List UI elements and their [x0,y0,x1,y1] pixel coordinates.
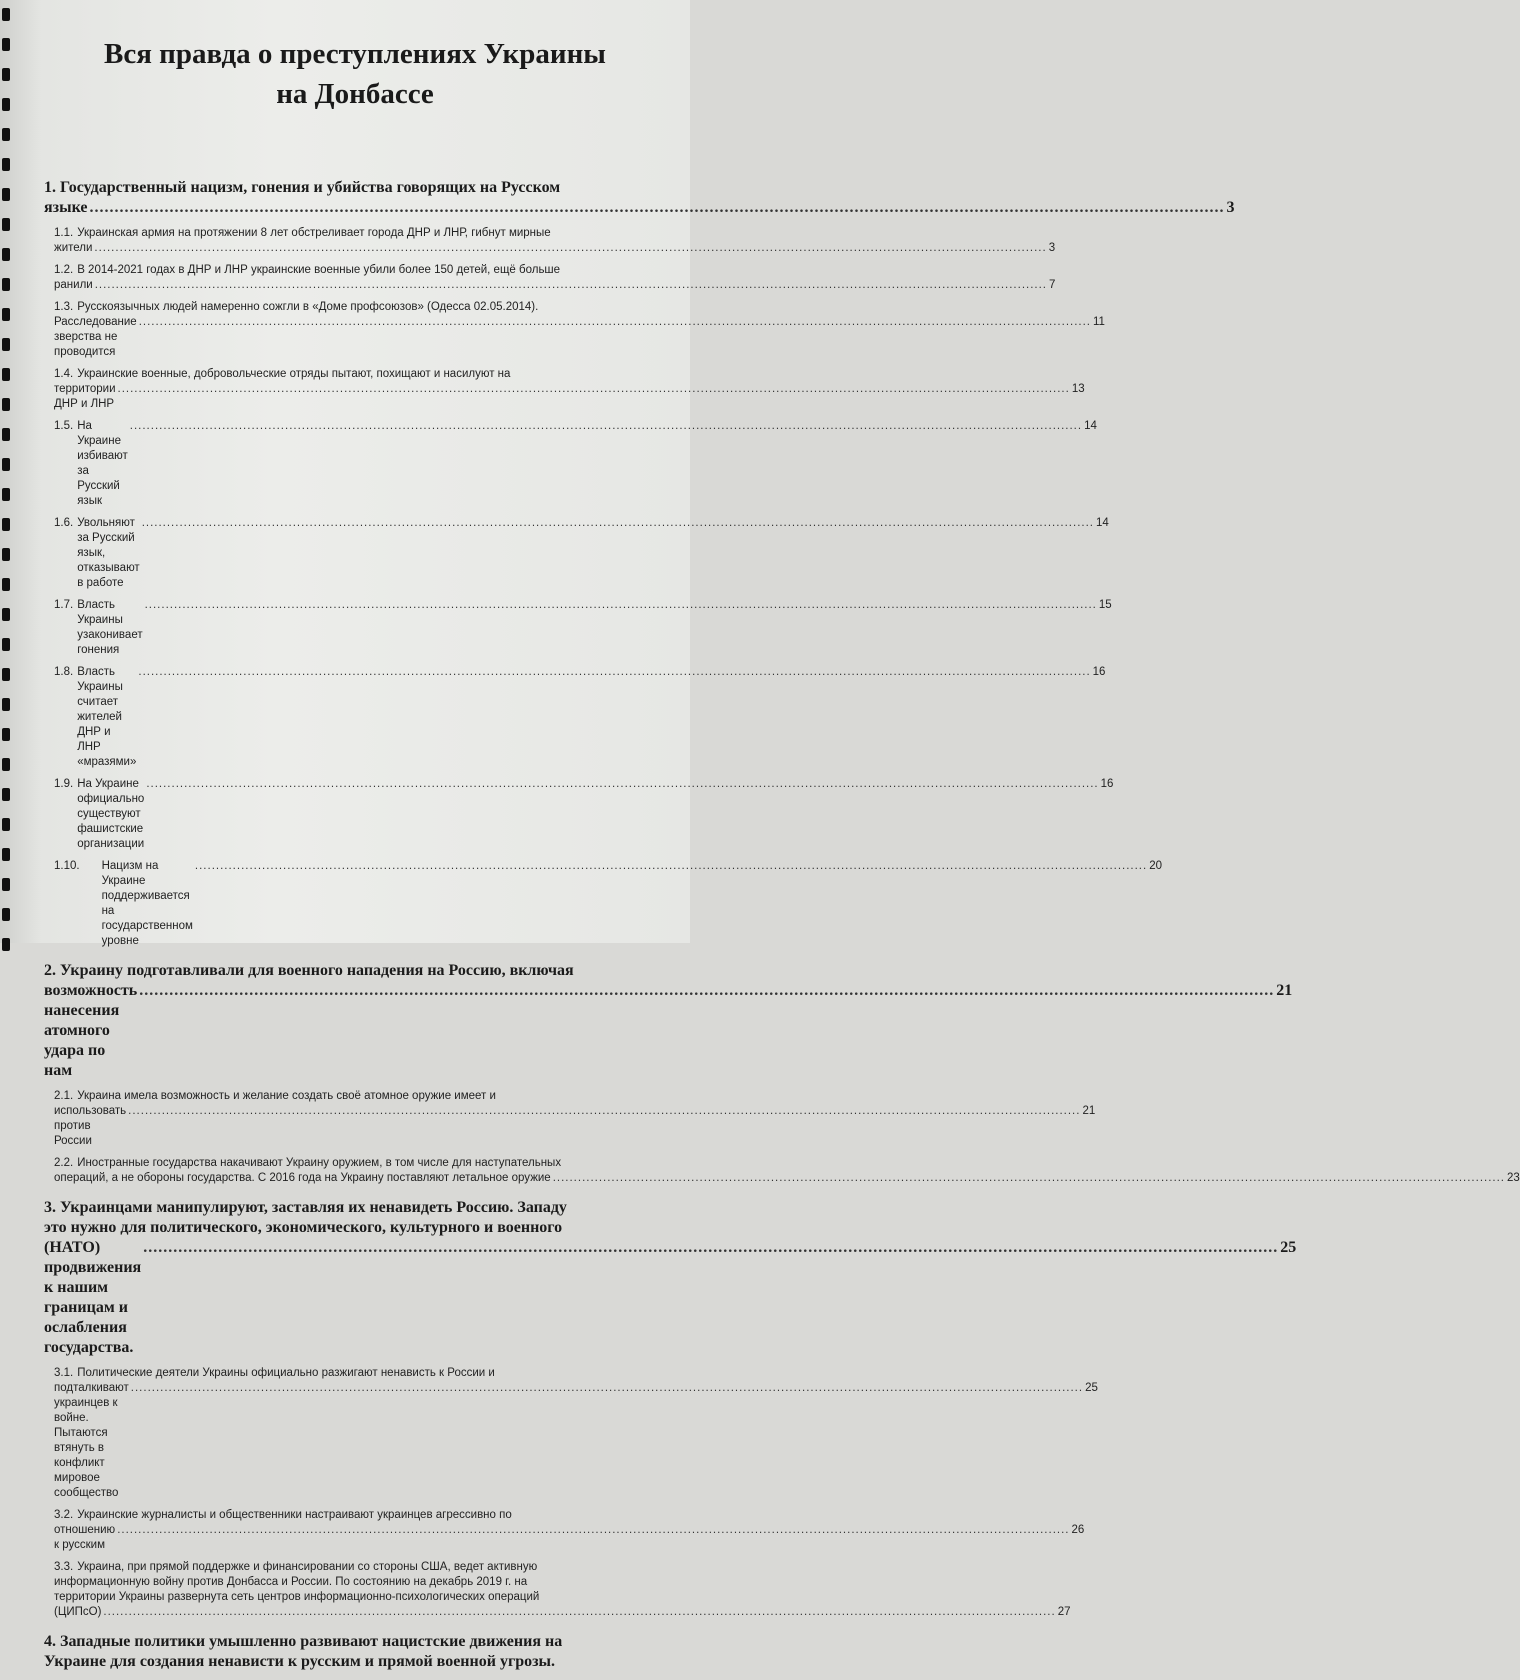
binding-ring [2,68,10,81]
page-number: 25 [1085,1382,1098,1394]
toc-item-1-1: 1.1. Украинская армия на протяжении 8 лет обстреливает города ДНР и ЛНР, гибнут мирные жители ..... 3 [54,226,640,256]
binding-ring [2,278,10,291]
binding-ring [2,818,10,831]
toc-item-2-1: 2.1. Украина имела возможность и желание создать своё атомное оружие имеет и использовать против России ..... 21 [54,1089,640,1149]
binding-ring [2,368,10,381]
toc-item-1-4: 1.4. Украинские военные, добровольческие отряды пытают, похищают и насилуют на территории ДНР и ЛНР ..... 13 [54,367,640,412]
binding-ring [2,38,10,51]
page-number: 26 [1071,1524,1085,1536]
binding-ring [2,548,10,561]
page-number: 23 [1506,1172,1520,1184]
title-line-1: Вся правда о преступлениях Украины [104,38,606,70]
binding-ring [2,308,10,321]
binding-ring [2,248,10,261]
binding-ring [2,428,10,441]
toc-section-1: 1. Государственный нацизм, гонения и убийства говорящих на Русском языке ..... 3 [44,178,640,218]
toc-item-1-2: 1.2. В 2014-2021 годах в ДНР и ЛНР украинские военные убили более 150 детей, ещё больше ранили ..... 7 [54,263,640,293]
binding-ring [2,518,10,531]
toc-item-3-2: 3.2. Украинские журналисты и общественники настраивают украинцев агрессивно по отношению к русским ..... 26 [54,1508,640,1553]
toc-section-3: 3. Украинцами манипулируют, заставляя их ненавидеть Россию. Западу это нужно для политического, экономического, культурного и военного (НАТО) продвижения к нашим границам и ослабления государства. ..... 25 [44,1198,640,1358]
page-number: 14 [1084,420,1097,432]
binding-ring [2,398,10,411]
binding-ring [2,698,10,711]
toc-item-3-1: 3.1. Политические деятели Украины официально разжигают ненависть к России и подталкивают украинцев к войне. Пытаются втянуть в конфликт мировое сообщество ..... 25 [54,1366,640,1501]
page-number: 15 [1098,599,1112,611]
binding-ring [2,668,10,681]
page-number: 13 [1071,383,1085,395]
toc-item-1-10: 1.10. Нацизм на Украине поддерживается на государственном уровне ..... 20 [54,859,640,949]
binding-ring [2,638,10,651]
page-number: 20 [1149,860,1162,872]
binding-ring [2,728,10,741]
binding-ring [2,158,10,171]
toc-section-2: 2. Украину подготавливали для военного нападения на Россию, включая возможность нанесения атомного удара по нам ..... 21 [44,961,640,1081]
page-number: 3 [1226,199,1235,216]
page-number: 11 [1092,316,1105,328]
binding-ring [2,578,10,591]
toc-item-2-2: 2.2. Иностранные государства накачивают Украину оружием, в том числе для наступательных операций, а не обороны государства. С 2016 года на Украину поставляют летальное оружие ..... 23 [54,1156,640,1186]
binding-ring [2,8,10,21]
toc-item-1-3: 1.3. Русскоязычных людей намеренно сожгли в «Доме профсоюзов» (Одесса 02.05.2014). Расследование зверства не проводится ..... 11 [54,300,640,360]
page-number: 3 [1048,242,1056,254]
page-number: 21 [1276,982,1293,999]
page-number: 25 [1280,1239,1297,1256]
binding-ring [2,788,10,801]
page-number: 7 [1048,279,1056,291]
toc-item-1-9: 1.9. На Украине официально существуют фашистские организации ..... 16 [54,777,640,852]
binding-ring [2,458,10,471]
binding-ring [2,608,10,621]
toc-section-4: 4. Западные политики умышленно развивают нацистские движения на Украине для создания ненависти к русским и прямой военной угрозы. [44,1633,563,1670]
toc-item-1-6: 1.6. Увольняют за Русский язык, отказывают в работе ..... 14 [54,516,640,591]
binding-ring [2,758,10,771]
toc-item-1-7: 1.7. Власть Украины узаконивает гонения ..... 15 [54,598,640,658]
table-of-contents [44,178,1520,1680]
binding-ring [2,218,10,231]
binding-ring [2,98,10,111]
binding-ring [2,188,10,201]
binding-ring [2,908,10,921]
binding-ring [2,338,10,351]
page-title [40,34,670,114]
page-number: 27 [1057,1606,1071,1618]
page-number: 21 [1082,1105,1096,1117]
binding-ring [2,848,10,861]
spiral-binding [0,0,14,943]
toc-item-3-3: 3.3. Украина, при прямой поддержке и финансировании со стороны США, ведет активную информационную войну против Донбасса и России. По состоянию на декабрь 2019 г. на территории Украины развернута сеть центров информационно-психологических операций (ЦИПсО) ..... 27 [54,1560,640,1620]
toc-item-1-8: 1.8. Власть Украины считает жителей ДНР и ЛНР «мразями» ..... 16 [54,665,640,770]
binding-ring [2,938,10,951]
binding-ring [2,878,10,891]
binding-ring [2,128,10,141]
page-number: 14 [1095,517,1109,529]
title-line-2: на Донбассе [276,78,434,110]
page-number: 16 [1092,666,1106,678]
page-number: 16 [1100,778,1114,790]
binding-ring [2,488,10,501]
toc-item-1-5: 1.5. На Украине избивают за Русский язык ..... 14 [54,419,640,509]
